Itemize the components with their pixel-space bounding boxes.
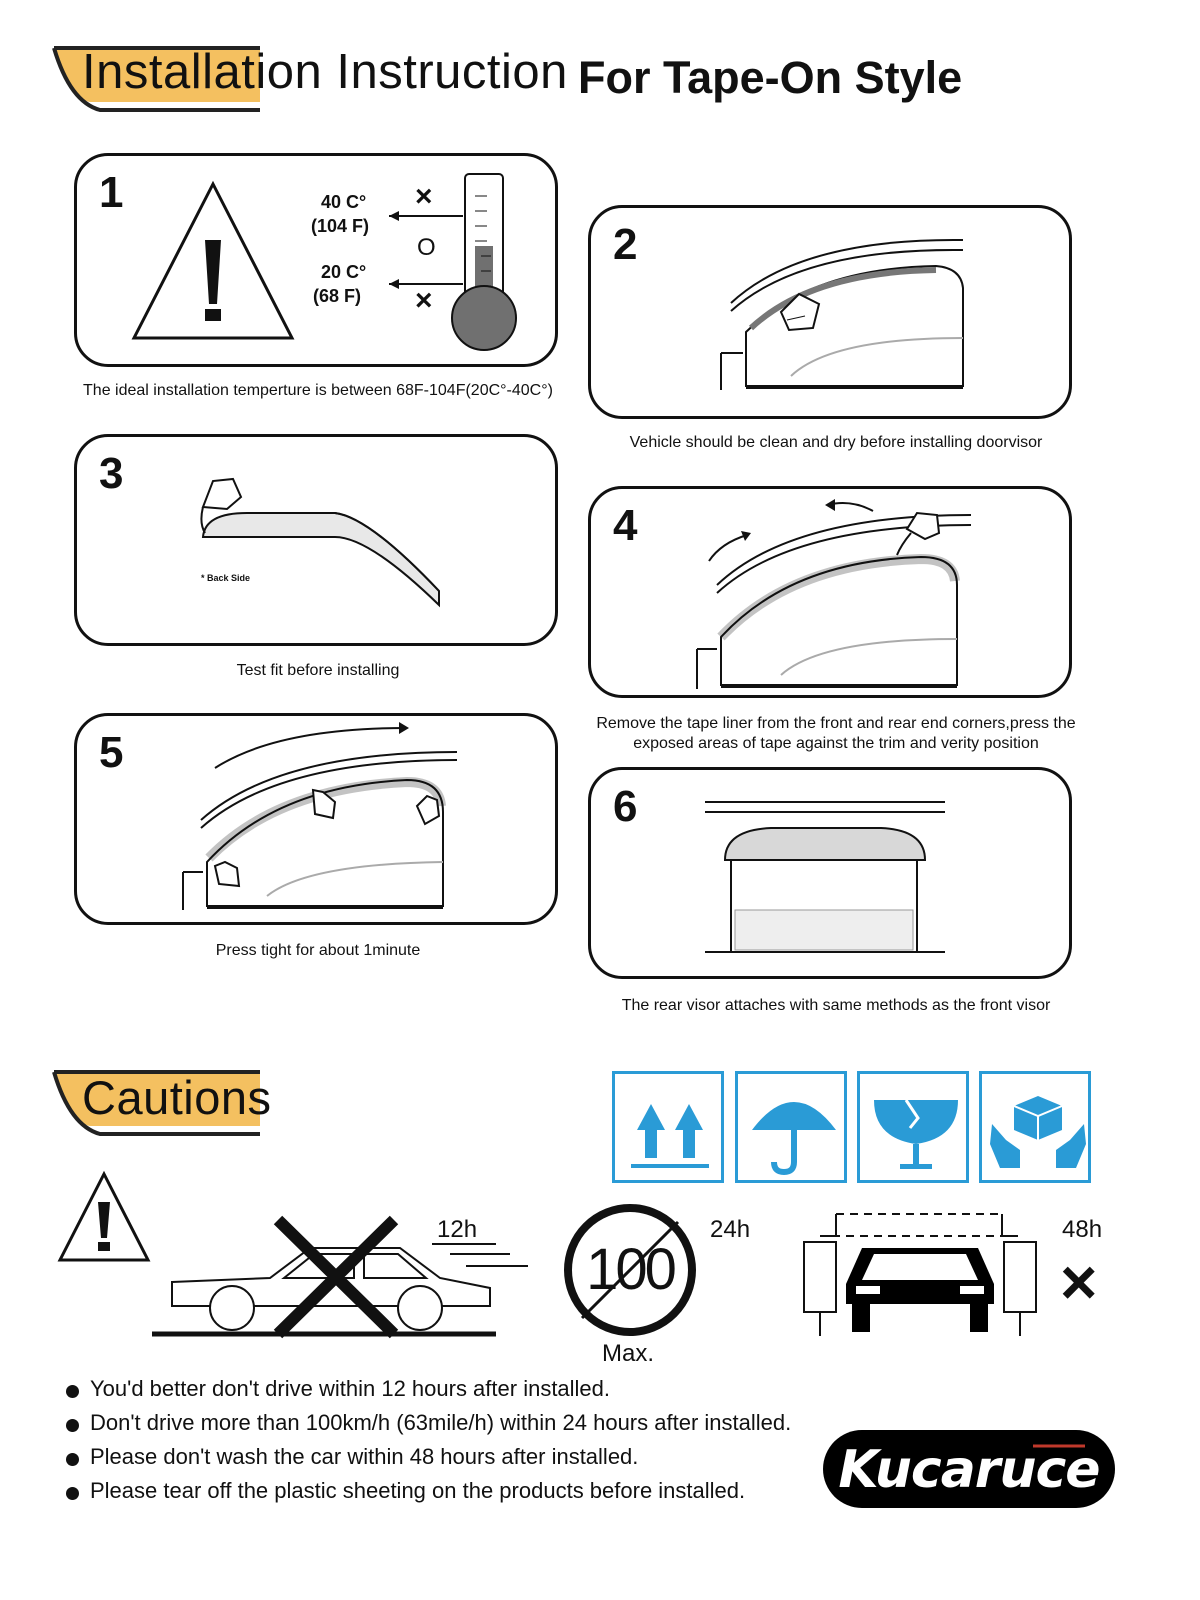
mark-ideal: O xyxy=(417,234,436,261)
step-4-caption: Remove the tape liner from the front and rear end corners,press the exposed areas of tape against the trim and verity position xyxy=(596,715,1076,752)
press-tight-illustration xyxy=(77,716,558,925)
no-drive-car-icon xyxy=(150,1208,540,1348)
speed-limit-value: 100 xyxy=(586,1237,674,1302)
step-5-caption: Press tight for about 1minute xyxy=(215,942,421,959)
temp-low-f: (68 F) xyxy=(313,286,362,306)
step-number: 1 xyxy=(99,168,124,217)
mark-too-hot: × xyxy=(415,180,433,213)
visor-test-fit-illustration xyxy=(77,437,558,646)
visor-icon xyxy=(203,513,439,605)
step-number: 3 xyxy=(99,449,124,498)
no-drive-hours: 12h xyxy=(437,1216,478,1243)
step-3-panel xyxy=(74,434,558,646)
door-frame-icon xyxy=(721,240,963,390)
brand-logo xyxy=(823,1430,1115,1508)
step-number: 6 xyxy=(613,782,638,831)
temp-high-label: 40 C° xyxy=(321,192,367,212)
step-number: 5 xyxy=(99,728,124,777)
curved-arrow-left-icon xyxy=(825,499,873,511)
bullet-icon xyxy=(66,1385,79,1398)
warning-triangle-icon xyxy=(134,184,292,338)
bullet-icon xyxy=(66,1487,79,1500)
step-4-panel xyxy=(588,486,1072,698)
bullet-icon xyxy=(66,1419,79,1432)
this-way-up-icon xyxy=(612,1071,724,1183)
step-6-caption: The rear visor attaches with same methods as the front visor xyxy=(621,997,1051,1014)
thermometer-icon xyxy=(452,174,516,350)
rear-visor-illustration xyxy=(591,770,1072,979)
fragile-glass-icon xyxy=(857,1071,969,1183)
curved-arrow-right-icon xyxy=(709,531,751,561)
warning-thermometer-illustration xyxy=(77,156,558,367)
remove-tape-liner-illustration xyxy=(591,489,1072,698)
back-side-note: * Back Side xyxy=(201,573,251,583)
temp-low-label: 20 C° xyxy=(321,262,367,282)
cautions-title: Cautions xyxy=(82,1071,272,1124)
step-2-caption: Vehicle should be clean and dry before installing doorvisor xyxy=(629,434,1043,451)
handle-with-care-icon xyxy=(979,1071,1091,1183)
bullet-icon xyxy=(66,1453,79,1466)
cautions-banner xyxy=(50,1064,350,1139)
step-6-panel xyxy=(588,767,1072,979)
step-1-caption: The ideal installation temperture is between 68F-104F(20C°-40C°) xyxy=(83,382,553,399)
temp-high-f: (104 F) xyxy=(311,216,370,236)
hand-peeling-icon xyxy=(897,513,939,555)
step-number: 4 xyxy=(613,501,638,550)
rear-door-icon xyxy=(705,828,945,952)
step-1-panel xyxy=(74,153,558,367)
speed-max-label: Max. xyxy=(602,1340,655,1367)
door-cleaning-illustration xyxy=(591,208,1072,419)
page-subtitle: For Tape-On Style xyxy=(578,52,963,103)
header-banner xyxy=(50,40,970,115)
keep-dry-umbrella-icon xyxy=(735,1071,847,1183)
swipe-arrow-icon xyxy=(215,722,409,768)
brand-name: Kucaruce xyxy=(838,1440,1100,1500)
step-2-panel xyxy=(588,205,1072,419)
door-frame-icon xyxy=(183,752,457,910)
step-5-panel xyxy=(74,713,558,925)
mark-too-cold: × xyxy=(415,284,433,317)
page-title: Installation Instruction xyxy=(82,45,568,99)
step-3-caption: Test fit before installing xyxy=(236,662,400,679)
door-frame-icon xyxy=(697,515,971,689)
wash-hours: 48h xyxy=(1062,1216,1103,1243)
step-number: 2 xyxy=(613,220,638,269)
speed-hours: 24h xyxy=(710,1216,751,1243)
car-wash-icon xyxy=(800,1200,1040,1340)
wash-prohibited-mark: × xyxy=(1060,1246,1098,1318)
